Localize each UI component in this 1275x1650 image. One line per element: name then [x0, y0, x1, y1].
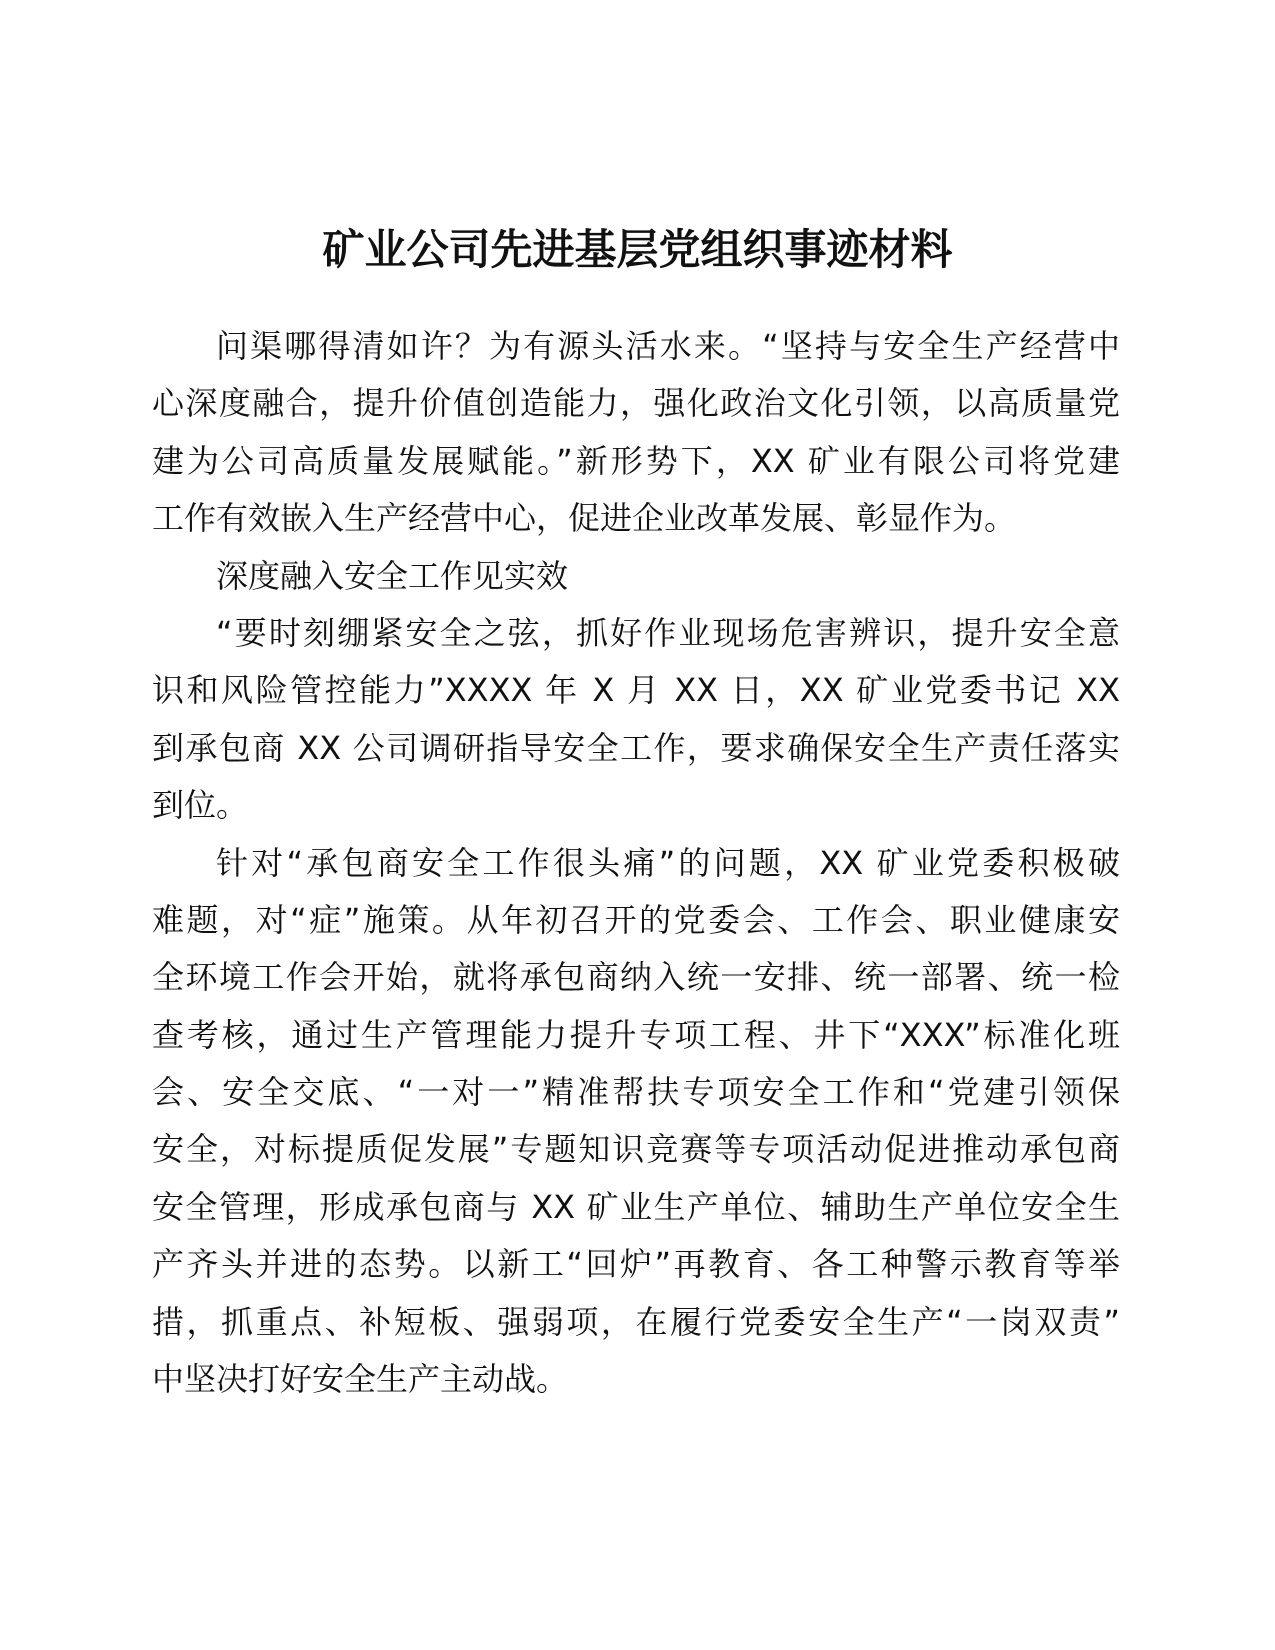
document-body: [152, 318, 1120, 1408]
paragraph-1-line-4: 工作有效嵌入生产经营中心，促进企业改革发展、彰显作为。: [152, 499, 1017, 538]
paragraph-3-line-10: 中坚决打好安全生产主动战。: [152, 1360, 569, 1399]
paragraph-3-line-6: 安全，对标提质促发展”专题知识竞赛等专项活动促进推动承包商: [152, 1130, 1120, 1169]
paragraph-2-line-3: 到承包商 XX 公司调研指导安全工作，要求确保安全生产责任落实: [152, 728, 1120, 767]
section-heading: 深度融入安全工作见实效: [216, 556, 569, 595]
paragraph-3-line-4: 查考核，通过生产管理能力提升专项工程、井下“XXX”标准化班: [152, 1015, 1120, 1054]
paragraph-3-line-8: 产齐头并进的态势。以新工“回炉”再教育、各工种警示教育等举: [152, 1245, 1120, 1284]
paragraph-3-line-3: 全环境工作会开始，就将承包商纳入统一安排、统一部署、统一检: [152, 958, 1120, 997]
paragraph-2-line-2: 识和风险管控能力”XXXX 年 X 月 XX 日，XX 矿业党委书记 XX: [152, 671, 1120, 710]
paragraph-1-line-2: 心深度融合，提升价值创造能力，强化政治文化引领，以高质量党: [152, 384, 1120, 423]
paragraph-3-line-9: 措，抓重点、补短板、强弱项，在履行党委安全生产“一岗双责”: [152, 1302, 1120, 1341]
paragraph-3-line-1: 针对“承包商安全工作很头痛”的问题，XX 矿业党委积极破: [216, 843, 1120, 882]
paragraph-2-line-4: 到位。: [152, 786, 249, 825]
paragraph-3-line-7: 安全管理，形成承包商与 XX 矿业生产单位、辅助生产单位安全生: [152, 1187, 1120, 1226]
paragraph-1-line-1: 问渠哪得清如许？为有源头活水来。“坚持与安全生产经营中: [216, 327, 1120, 365]
paragraph-3-line-5: 会、安全交底、“一对一”精准帮扶专项安全工作和“党建引领保: [152, 1073, 1120, 1112]
paragraph-1-line-3: 建为公司高质量发展赋能。”新形势下，XX 矿业有限公司将党建: [152, 441, 1120, 480]
paragraph-3-line-2: 难题，对“症”施策。从年初召开的党委会、工作会、职业健康安: [152, 900, 1120, 939]
document-title: 矿业公司先进基层党组织事迹材料: [322, 225, 953, 274]
paragraph-2-line-1: “要时刻绷紧安全之弦，抓好作业现场危害辨识，提升安全意: [216, 613, 1120, 652]
